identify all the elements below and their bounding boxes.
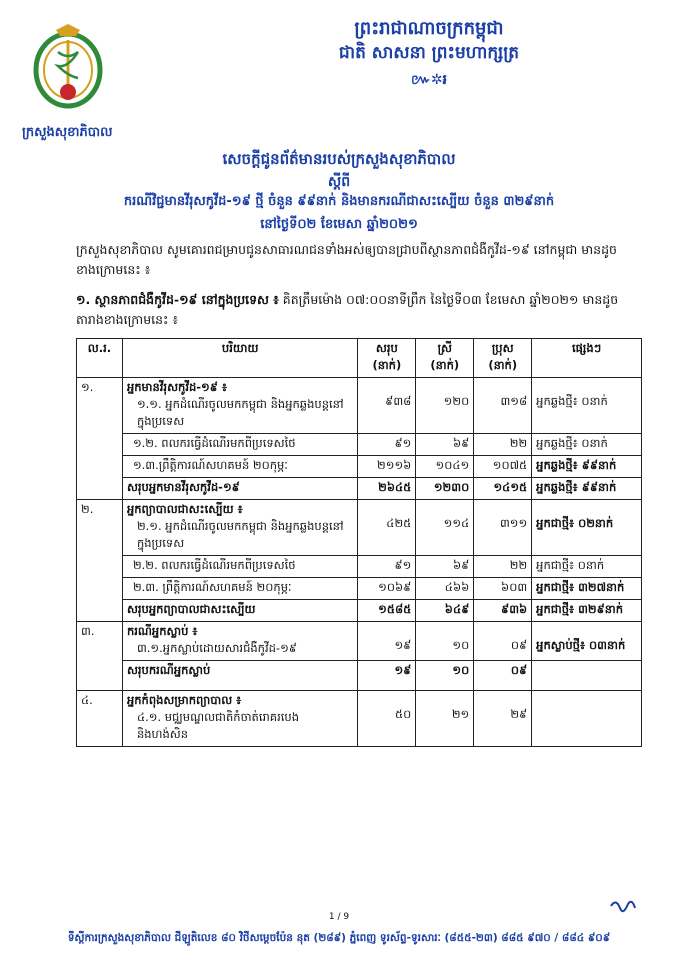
sum-other: អ្នកជាថ្មី៖ ៣២៩នាក់ <box>532 600 642 622</box>
group-no: ៤. <box>77 691 123 747</box>
cell-female-value: ១២០ <box>443 394 470 408</box>
group-title: អ្នកមានវីរុសកូវីដ-១៩ ៖ <box>126 380 227 394</box>
row-desc <box>122 691 357 747</box>
col-female: ស្រី (នាក់) <box>416 339 474 378</box>
cell-other-value: អ្នកស្លាប់ថ្មី៖ ០៣នាក់ <box>536 638 626 652</box>
table-sum-row <box>77 600 642 622</box>
cell-total-value: ៩៣៨ <box>385 394 412 408</box>
cell-female <box>416 378 474 434</box>
footer-address: ទីស្តីការក្រសួងសុខាភិបាល ជីឡូតិលេខ ៨០ វិថីសម្តេចប៉ែន នុត (២៨៩) ភ្នំពេញ ទូរស័ព្ទ-ទូរសារៈ (៨៥៥-២៣) ៨៨៥ ៩៧០ / ៨៨៤ ៩០៩ <box>67 932 611 944</box>
sum-female: ៦៤៩ <box>416 600 474 622</box>
cell-other: អ្នកជាថ្មី៖ ០នាក់ <box>532 556 642 578</box>
kingdom-heading: ព្រះរាជាណាចក្រកម្ពុជា <box>354 18 504 39</box>
group-title: ករណីអ្នកស្លាប់ ៖ <box>126 624 198 638</box>
doc-summary: ករណីវិជ្ជមានវីរុសកូវីដ-១៩ ថ្មី ចំនួន ៩៩នាក់ និងមានករណីជាសះស្បើយ ចំនួន ៣២៩នាក់ <box>123 194 555 209</box>
cell-female <box>416 691 474 747</box>
cell-female <box>416 500 474 556</box>
sum-total: ១៩ <box>358 661 416 691</box>
cell-other <box>532 378 642 434</box>
sum-total: ២៦៤៥ <box>358 478 416 500</box>
cell-other-value: អ្នកជាថ្មី៖ ០២នាក់ <box>536 516 614 530</box>
cell-total-value: ១៩ <box>394 638 412 652</box>
sum-desc: សរុបករណីអ្នកស្លាប់ <box>122 661 357 691</box>
table-sum-row <box>77 478 642 500</box>
cell-total: ៩១ <box>358 434 416 456</box>
cell-total <box>358 691 416 747</box>
cell-male: ២២ <box>474 434 532 456</box>
group-title: អ្នកព្យាបាលជាសះស្បើយ ៖ <box>126 502 243 516</box>
row-desc: ១.៣.ព្រឹត្តិការណ៍សហគមន៍ ២០កុម្ភៈ <box>122 456 357 478</box>
cell-female <box>416 622 474 661</box>
sum-other <box>532 661 642 691</box>
cell-other <box>532 622 642 661</box>
sum-male: ១៤១៥ <box>474 478 532 500</box>
table-row <box>77 578 642 600</box>
cell-male-value: ៣១៨ <box>500 394 528 408</box>
table-row <box>77 691 642 747</box>
sum-female: ១០ <box>416 661 474 691</box>
col-other: ផ្សេងៗ <box>532 339 642 378</box>
table-header-row <box>77 339 642 378</box>
section-1-heading: ១. ស្ថានភាពជំងឺកូវីដ-១៩ នៅក្នុងប្រទេស ៖ <box>76 292 279 307</box>
cell-female: ៤៦៦ <box>416 578 474 600</box>
cell-female: ៦៩ <box>416 434 474 456</box>
row-desc: ២.២. ពលករធ្វើដំណើរមកពីប្រទេសថៃ <box>122 556 357 578</box>
cell-total <box>358 500 416 556</box>
cell-other: អ្នកជាថ្មី៖ ៣២៧នាក់ <box>532 578 642 600</box>
cell-male-value: ៣១១ <box>499 516 528 530</box>
table-row <box>77 622 642 661</box>
col-male: ប្រុស (នាក់) <box>474 339 532 378</box>
table-sum-row <box>77 661 642 691</box>
cell-total <box>358 622 416 661</box>
cell-female-value: ១០ <box>452 638 470 652</box>
cell-other: អ្នកឆ្លងថ្មី៖ ០នាក់ <box>532 434 642 456</box>
motto-heading: ជាតិ សាសនា ព្រះមហាក្សត្រ <box>338 43 520 63</box>
cell-male <box>474 691 532 747</box>
group-no: ៣. <box>77 622 123 691</box>
sum-male: ៩៣៦ <box>474 600 532 622</box>
cell-other <box>532 500 642 556</box>
row-desc-text: ៣.១.អ្នកស្លាប់ដោយសារជំងឺកូវីដ-១៩ <box>136 641 297 655</box>
cell-total: ២១១៦ <box>358 456 416 478</box>
sum-desc: សរុបអ្នកព្យាបាលជាសះស្បើយ <box>122 600 357 622</box>
table-row <box>77 500 642 556</box>
cell-total: ១០៦៩ <box>358 578 416 600</box>
cell-male <box>474 500 532 556</box>
cell-other <box>532 691 642 747</box>
cell-female: ១០៤១ <box>416 456 474 478</box>
sum-other: អ្នកឆ្លងថ្មី៖ ៩៩នាក់ <box>532 478 642 500</box>
ministry-label: ក្រសួងសុខាភិបាល <box>22 125 113 140</box>
row-desc <box>122 622 357 661</box>
sum-total: ១៥៨៥ <box>358 600 416 622</box>
cell-female-value: ២១ <box>451 707 470 721</box>
row-desc-text: ២.១. អ្នកដំណើរចូលមកកម្ពុជា និងអ្នកឆ្លងបន្តនៅក្នុងប្រទេស <box>136 519 344 550</box>
cell-other: អ្នកឆ្លងថ្មី៖ ៩៩នាក់ <box>532 456 642 478</box>
sum-female: ១២៣០ <box>416 478 474 500</box>
sum-desc: សរុបអ្នកមានវីរុសកូវីដ-១៩ <box>122 478 357 500</box>
cell-male <box>474 378 532 434</box>
page-number: 1 / 9 <box>328 912 350 922</box>
row-desc: ១.២. ពលករធ្វើដំណើរមកពីប្រទេសថៃ <box>122 434 357 456</box>
sum-male: ០៩ <box>474 661 532 691</box>
doc-title: សេចក្តីជូនព័ត៌មានរបស់ក្រសួងសុខាភិបាល <box>222 150 456 168</box>
group-title: អ្នកកំពុងសម្រាកព្យាបាល ៖ <box>126 693 242 707</box>
group-no: ២. <box>77 500 123 622</box>
table-row <box>77 556 642 578</box>
doc-subtitle: ស្តីពី <box>327 174 351 190</box>
table-row <box>77 456 642 478</box>
section-1 <box>76 290 636 330</box>
cell-male: ២២ <box>474 556 532 578</box>
table-row <box>77 378 642 434</box>
cell-total-value: ៤២៥ <box>386 516 412 530</box>
doc-date: នៅថ្ងៃទី០២ ខែមេសា ឆ្នាំ២០២១ <box>260 217 418 232</box>
cell-male: ៦០៣ <box>474 578 532 600</box>
col-total: សរុប (នាក់) <box>358 339 416 378</box>
col-desc: បរិយាយ <box>122 339 357 378</box>
row-desc: ២.៣. ព្រឹត្តិការណ៍សហគមន៍ ២០កុម្ភៈ <box>122 578 357 600</box>
cell-male-value: ២៩ <box>510 707 528 721</box>
row-desc <box>122 378 357 434</box>
col-no: ល.រ. <box>77 339 123 378</box>
intro-paragraph: ក្រសួងសុខាភិបាល សូមគោរពជម្រាបជូនសាធារណជនទាំងអស់ឲ្យបានជ្រាបពីស្ថានភាពជំងឺកូវីដ-១៩ នៅកម្ពុជា មានដូចខាងក្រោមនេះ ៖ <box>76 242 617 277</box>
section-1-text: គិតត្រឹមម៉ោង ០៧:០០នាទីព្រឹក នៃថ្ងៃទី០៣ ខែមេសា ឆ្នាំ២០២១ មានដូចតារាងខាងក្រោមនេះ ៖ <box>76 292 619 327</box>
table-row <box>77 434 642 456</box>
cell-female: ៦៩ <box>416 556 474 578</box>
row-desc-text: ៤.១. មជ្ឈមណ្ឌលជាតិកំចាត់រោគរបេង និងហង់សិន <box>136 710 300 741</box>
cell-total: ៩១ <box>358 556 416 578</box>
cell-male-value: ០៩ <box>510 638 528 652</box>
ornament: ៚✲៛ <box>411 72 447 88</box>
cell-other-value: អ្នកឆ្លងថ្មី៖ ០នាក់ <box>536 394 608 408</box>
group-no: ១. <box>77 378 123 500</box>
cell-total-value: ៥០ <box>395 707 412 721</box>
cell-male <box>474 622 532 661</box>
cell-total <box>358 378 416 434</box>
row-desc-text: ១.១. អ្នកដំណើរចូលមកកម្ពុជា និងអ្នកឆ្លងបន្តនៅក្នុងប្រទេស <box>136 397 344 428</box>
cell-male: ១០៧៥ <box>474 456 532 478</box>
cell-female-value: ១១៤ <box>443 516 470 530</box>
stats-table <box>76 338 642 747</box>
row-desc <box>122 500 357 556</box>
